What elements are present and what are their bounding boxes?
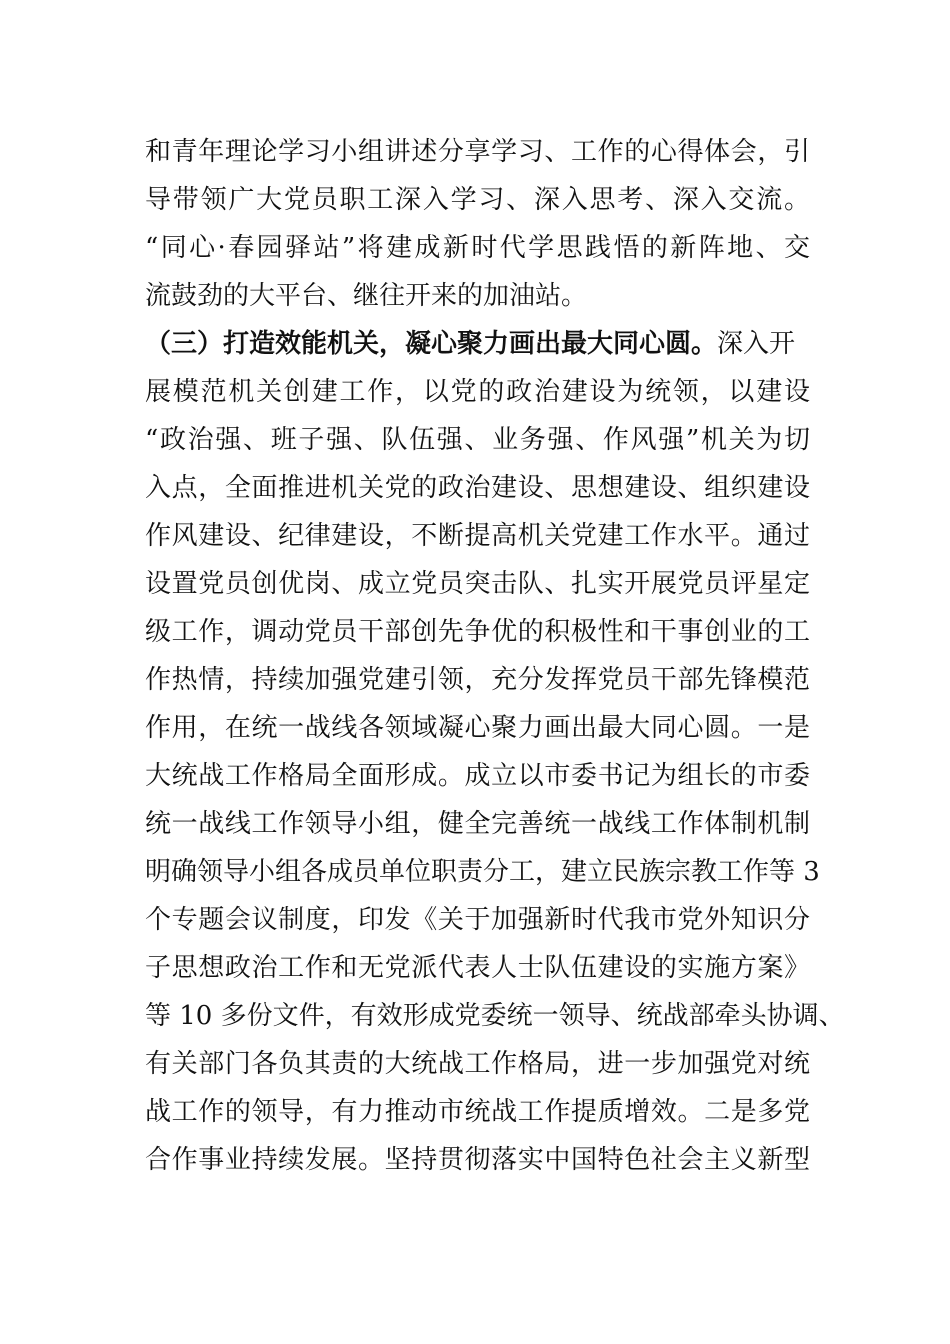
text-line: 入点，全面推进机关党的政治建设、思想建设、组织建设 [145,473,810,503]
text-line: “同心·春园驿站”将建成新时代学思践悟的新阵地、交 [145,233,810,263]
text-line: 大统战工作格局全面形成。成立以市委书记为组长的市委 [145,761,810,791]
text-line: 展模范机关创建工作，以党的政治建设为统领，以建设 [145,377,810,407]
text-fragment: 深入开 [717,329,796,359]
text-line: 个专题会议制度，印发《关于加强新时代我市党外知识分 [145,905,810,935]
text-line: 级工作，调动党员干部创先争优的积极性和干事创业的工 [145,617,810,647]
text-line: 作用，在统一战线各领域凝心聚力画出最大同心圆。一是 [145,713,810,743]
text-line: 合作事业持续发展。坚持贯彻落实中国特色社会主义新型 [145,1145,810,1175]
text-line: 导带领广大党员职工深入学习、深入思考、深入交流。 [145,185,810,215]
text-line: 战工作的领导，有力推动市统战工作提质增效。二是多党 [145,1097,810,1127]
text-line: 和青年理论学习小组讲述分享学习、工作的心得体会，引 [145,137,810,167]
text-line: 明确领导小组各成员单位职责分工，建立民族宗教工作等 3 [145,857,820,887]
text-line: 统一战线工作领导小组，健全完善统一战线工作体制机制 [145,809,810,839]
section-heading-line [145,320,810,368]
text-line: “政治强、班子强、队伍强、业务强、作风强”机关为切 [145,425,810,455]
text-line: 设置党员创优岗、成立党员突击队、扎实开展党员评星定 [145,569,810,599]
text-line: 子思想政治工作和无党派代表人士队伍建设的实施方案》 [145,953,810,983]
text-line: 等 10 多份文件，有效形成党委统一领导、统战部牵头协调、 [145,1001,845,1031]
text-line: 流鼓劲的大平台、继往开来的加油站。 [145,281,588,311]
text-line: 有关部门各负其责的大统战工作格局，进一步加强党对统 [145,1049,810,1079]
section-heading: （三）打造效能机关，凝心聚力画出最大同心圆。 [145,329,718,359]
text-line: 作风建设、纪律建设，不断提高机关党建工作水平。通过 [145,521,810,551]
text-line: 作热情，持续加强党建引领，充分发挥党员干部先锋模范 [145,665,810,695]
